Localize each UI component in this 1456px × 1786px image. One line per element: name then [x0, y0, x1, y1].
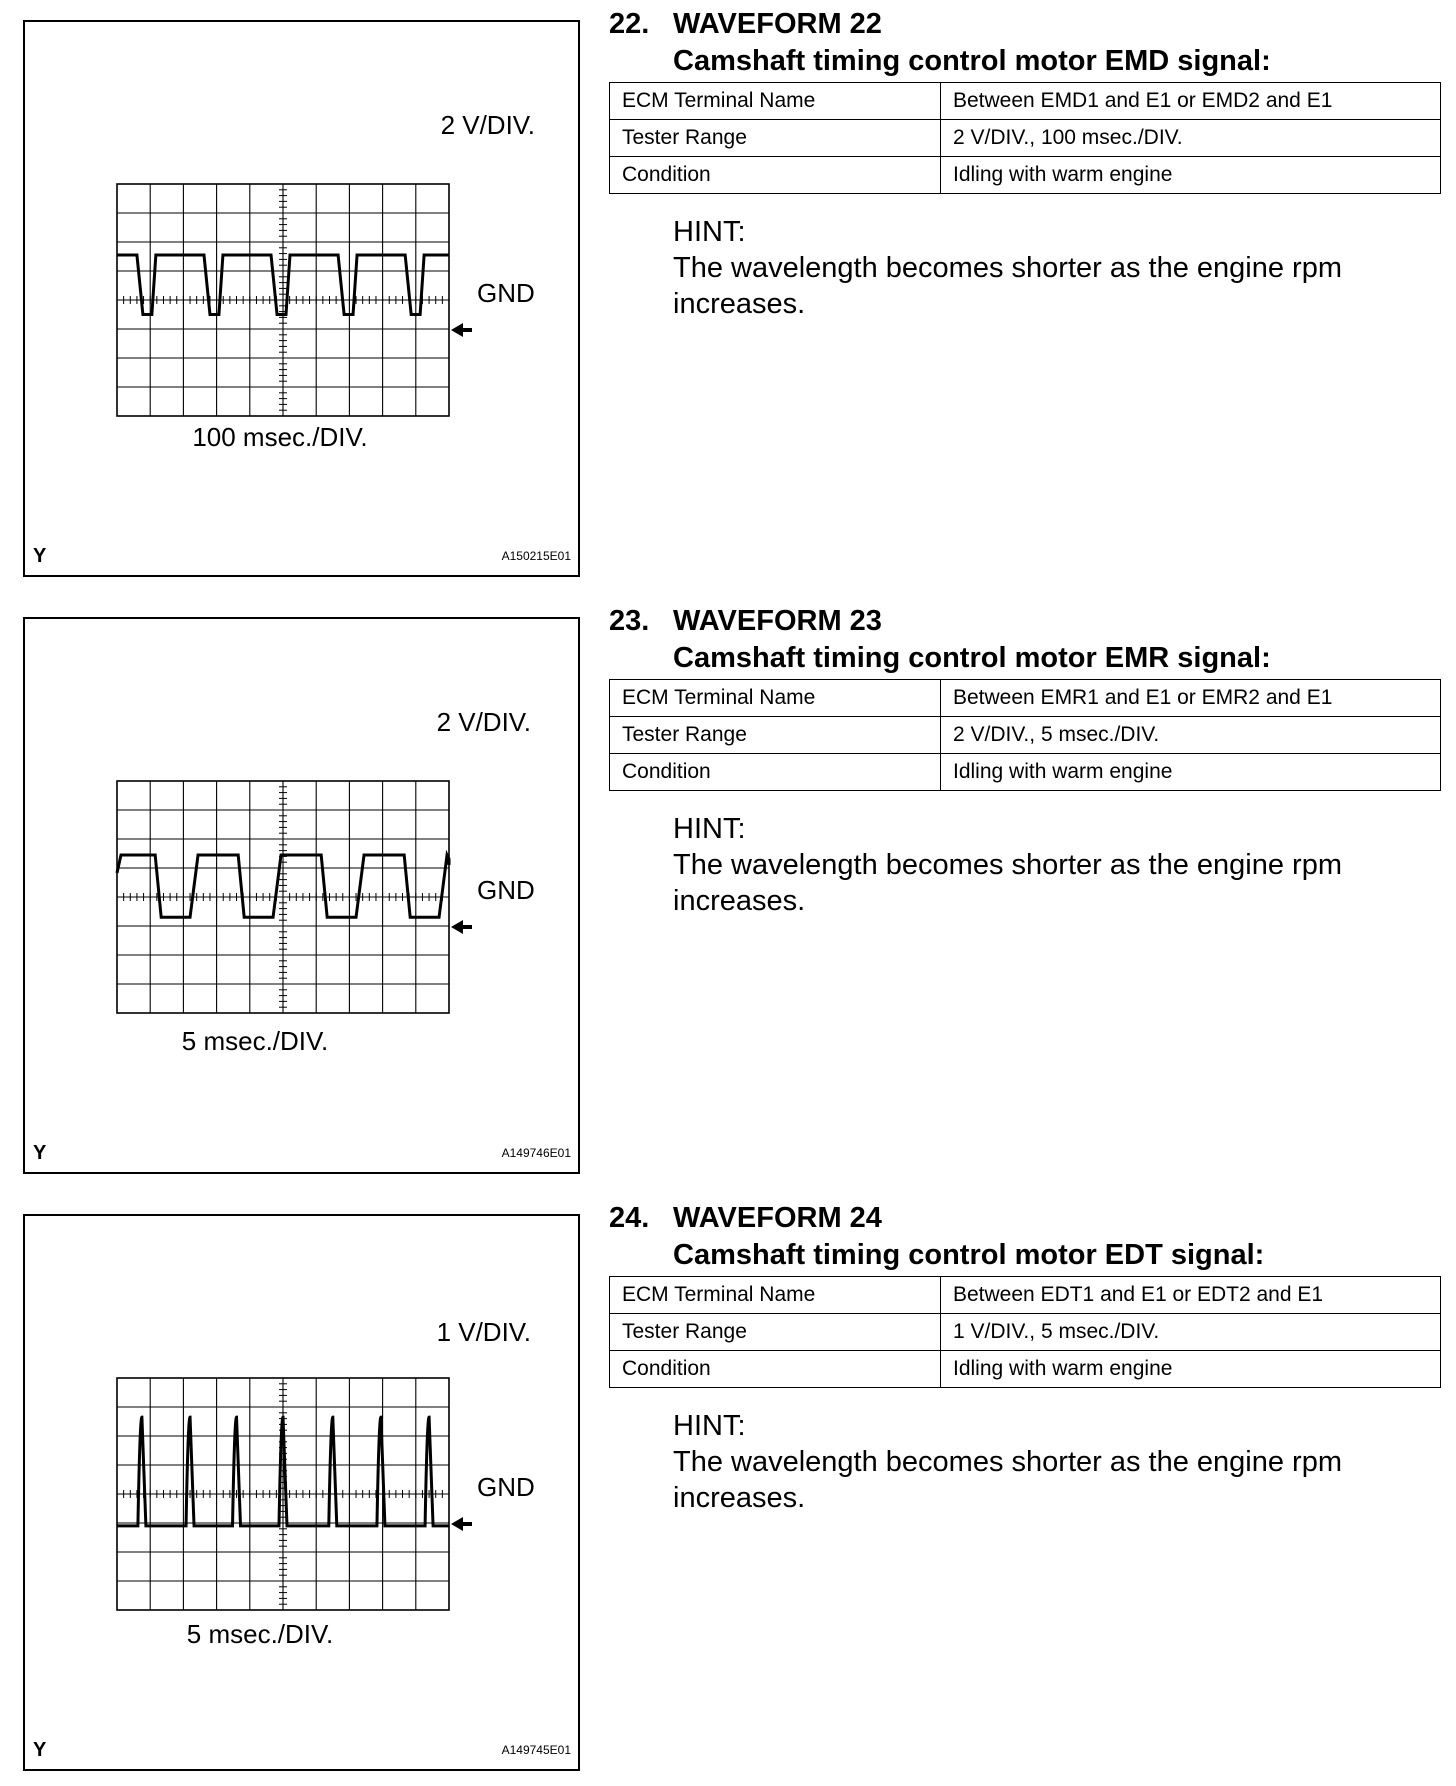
- waveform-section-22: [609, 6, 1441, 322]
- table-cell-value: Between EMR1 and E1 or EMR2 and E1: [941, 680, 1441, 717]
- hint-block: [673, 1408, 1441, 1516]
- table-cell-label: Condition: [610, 754, 941, 791]
- hint-label: HINT:: [673, 216, 746, 248]
- figure-code: A149746E01: [501, 1146, 571, 1160]
- table-cell-value: Between EDT1 and E1 or EDT2 and E1: [941, 1277, 1441, 1314]
- table-cell-value: 2 V/DIV., 5 msec./DIV.: [941, 717, 1441, 754]
- table-row: [610, 1314, 1441, 1351]
- table-cell-value: Idling with warm engine: [941, 157, 1441, 194]
- scope-grid: [117, 1378, 449, 1610]
- table-row: [610, 83, 1441, 120]
- waveform-section-24: [609, 1200, 1441, 1516]
- table-cell-label: Condition: [610, 1351, 941, 1388]
- figure-code: A149745E01: [501, 1743, 571, 1757]
- table-cell-label: ECM Terminal Name: [610, 1277, 941, 1314]
- hint-label: HINT:: [673, 813, 746, 845]
- table-row: [610, 680, 1441, 717]
- section-number: 24.: [609, 1202, 650, 1234]
- volt-div-label: 2 V/DIV.: [440, 110, 535, 140]
- oscilloscope-figure-24: [23, 1214, 580, 1771]
- corner-mark: Y: [33, 1142, 47, 1164]
- gnd-arrow-icon: [451, 1517, 472, 1531]
- scope-diagram: [25, 1216, 578, 1769]
- table-cell-value: Between EMD1 and E1 or EMD2 and E1: [941, 83, 1441, 120]
- hint-block: [673, 811, 1441, 919]
- gnd-label: GND: [477, 875, 535, 905]
- section-subtitle: Camshaft timing control motor EMR signal:: [673, 642, 1271, 674]
- section-number: 22.: [609, 8, 650, 40]
- gnd-label: GND: [477, 1472, 535, 1502]
- section-subtitle: Camshaft timing control motor EMD signal:: [673, 45, 1271, 77]
- spec-table: [609, 1276, 1441, 1388]
- hint-text: The wavelength becomes shorter as the engine rpm increases.: [673, 1446, 1342, 1514]
- section-heading: [609, 1200, 1441, 1237]
- spec-table: [609, 679, 1441, 791]
- table-row: [610, 120, 1441, 157]
- section-title: WAVEFORM 23: [673, 605, 882, 637]
- oscilloscope-figure-23: [23, 617, 580, 1174]
- section-subtitle: Camshaft timing control motor EDT signal:: [673, 1239, 1265, 1271]
- spec-table: [609, 82, 1441, 194]
- corner-mark: Y: [33, 545, 47, 567]
- section-title: WAVEFORM 24: [673, 1202, 882, 1234]
- corner-mark: Y: [33, 1739, 47, 1761]
- table-row: [610, 1277, 1441, 1314]
- scope-diagram: [25, 619, 578, 1172]
- time-div-label: 5 msec./DIV.: [181, 1026, 329, 1056]
- gnd-arrow-icon: [451, 920, 472, 934]
- figure-code: A150215E01: [501, 549, 571, 563]
- table-cell-label: ECM Terminal Name: [610, 83, 941, 120]
- oscilloscope-figure-22: [23, 20, 580, 577]
- table-row: [610, 754, 1441, 791]
- gnd-arrow-icon: [451, 323, 472, 337]
- hint-block: [673, 214, 1441, 322]
- hint-label: HINT:: [673, 1410, 746, 1442]
- hint-text: The wavelength becomes shorter as the engine rpm increases.: [673, 252, 1342, 320]
- time-div-label: 100 msec./DIV.: [192, 422, 368, 452]
- time-div-label: 5 msec./DIV.: [186, 1619, 334, 1649]
- table-cell-label: Tester Range: [610, 717, 941, 754]
- scope-grid: [117, 781, 449, 1013]
- gnd-label: GND: [477, 278, 535, 308]
- table-row: [610, 717, 1441, 754]
- section-number: 23.: [609, 605, 650, 637]
- table-cell-label: Condition: [610, 157, 941, 194]
- table-cell-value: Idling with warm engine: [941, 1351, 1441, 1388]
- table-cell-value: 2 V/DIV., 100 msec./DIV.: [941, 120, 1441, 157]
- table-cell-label: ECM Terminal Name: [610, 680, 941, 717]
- section-title: WAVEFORM 22: [673, 8, 882, 40]
- table-cell-value: 1 V/DIV., 5 msec./DIV.: [941, 1314, 1441, 1351]
- volt-div-label: 2 V/DIV.: [436, 707, 531, 737]
- scope-diagram: [25, 22, 578, 575]
- section-heading: [609, 6, 1441, 43]
- hint-text: The wavelength becomes shorter as the engine rpm increases.: [673, 849, 1342, 917]
- table-cell-value: Idling with warm engine: [941, 754, 1441, 791]
- table-cell-label: Tester Range: [610, 120, 941, 157]
- volt-div-label: 1 V/DIV.: [436, 1317, 531, 1347]
- section-heading: [609, 603, 1441, 640]
- table-row: [610, 1351, 1441, 1388]
- table-cell-label: Tester Range: [610, 1314, 941, 1351]
- scope-grid: [117, 184, 449, 416]
- table-row: [610, 157, 1441, 194]
- waveform-section-23: [609, 603, 1441, 919]
